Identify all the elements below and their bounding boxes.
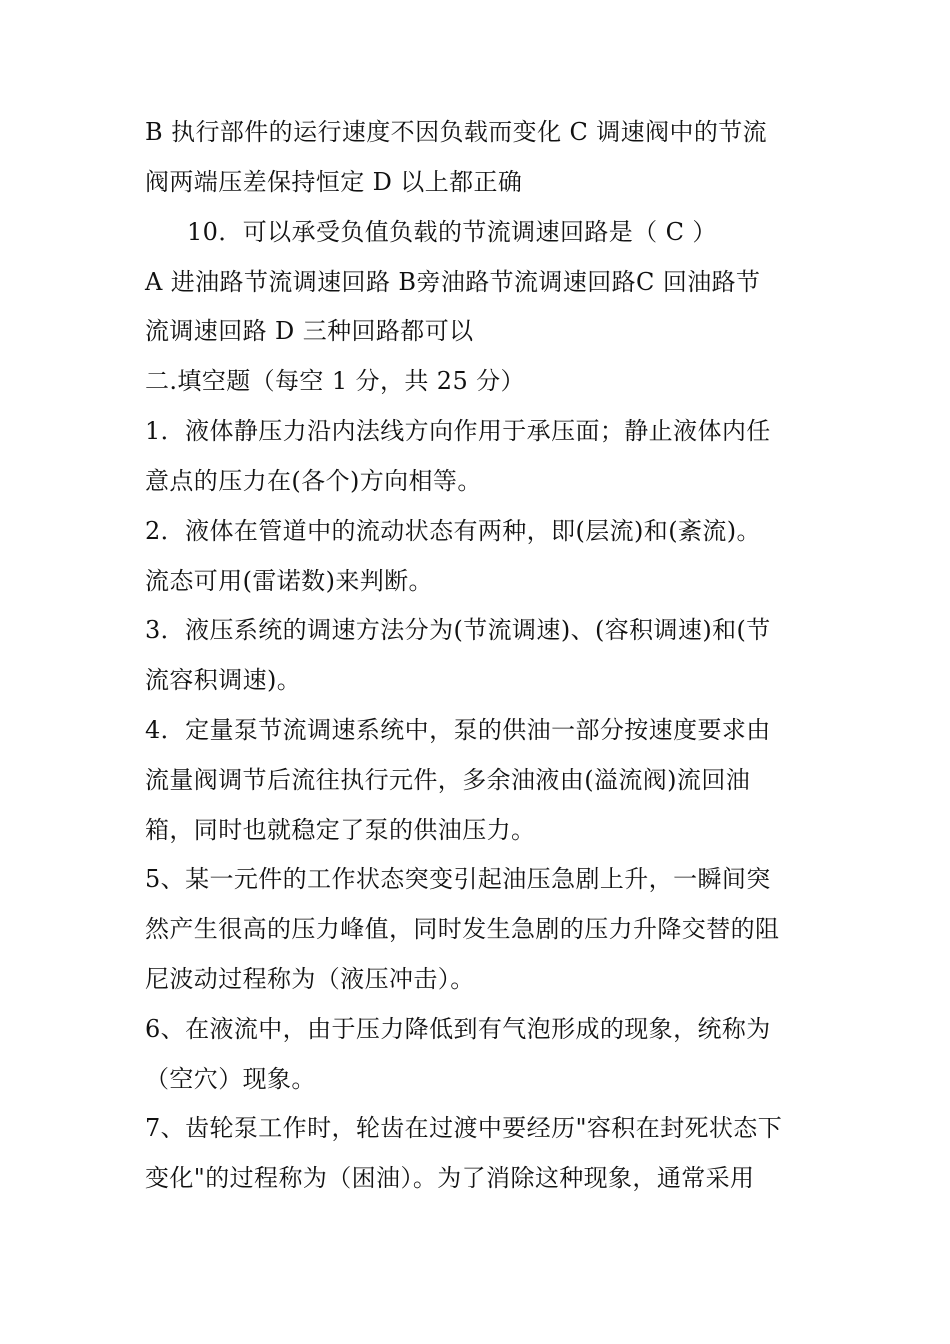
text-line: 6、在液流中，由于压力降低到有气泡形成的现象，统称为	[145, 1015, 771, 1043]
section-heading: 二.填空题（每空 1 分，共 25 分）	[145, 367, 525, 395]
text-line: 意点的压力在(各个)方向相等。	[145, 467, 482, 495]
text-line: 5、某一元件的工作状态突变引起油压急剧上升，一瞬间突	[145, 865, 771, 893]
text-line: 阀两端压差保持恒定 D 以上都正确	[145, 168, 523, 196]
text-line: 3．液压系统的调速方法分为(节流调速)、(容积调速)和(节	[145, 616, 771, 644]
text-line: 变化"的过程称为（困油）。为了消除这种现象，通常采用	[145, 1164, 755, 1192]
text-line: 7、齿轮泵工作时，轮齿在过渡中要经历"容积在封死状态下	[145, 1114, 783, 1142]
text-line: 2．液体在管道中的流动状态有两种，即(层流)和(紊流)。	[145, 517, 761, 545]
text-line: 箱，同时也就稳定了泵的供油压力。	[145, 816, 536, 844]
text-line: 4．定量泵节流调速系统中，泵的供油一部分按速度要求由	[145, 716, 771, 744]
text-line: 流态可用(雷诺数)来判断。	[145, 567, 433, 595]
text-line: A 进油路节流调速回路 B旁油路节流调速回路C 回油路节	[145, 268, 761, 296]
text-line: 然产生很高的压力峰值，同时发生急剧的压力升降交替的阻	[145, 915, 780, 943]
text-line: 1．液体静压力沿内法线方向作用于承压面；静止液体内任	[145, 417, 771, 445]
text-line: 流容积调速)。	[145, 666, 302, 694]
text-line: B 执行部件的运行速度不因负载而变化 C 调速阀中的节流	[145, 118, 768, 146]
text-line: （空穴）现象。	[145, 1065, 316, 1093]
question-10: 10．可以承受负值负载的节流调速回路是（ C ）	[187, 218, 717, 246]
text-line: 尼波动过程称为（液压冲击）。	[145, 965, 475, 993]
text-line: 流调速回路 D 三种回路都可以	[145, 317, 474, 345]
text-line: 流量阀调节后流往执行元件，多余油液由(溢流阀)流回油	[145, 766, 751, 794]
